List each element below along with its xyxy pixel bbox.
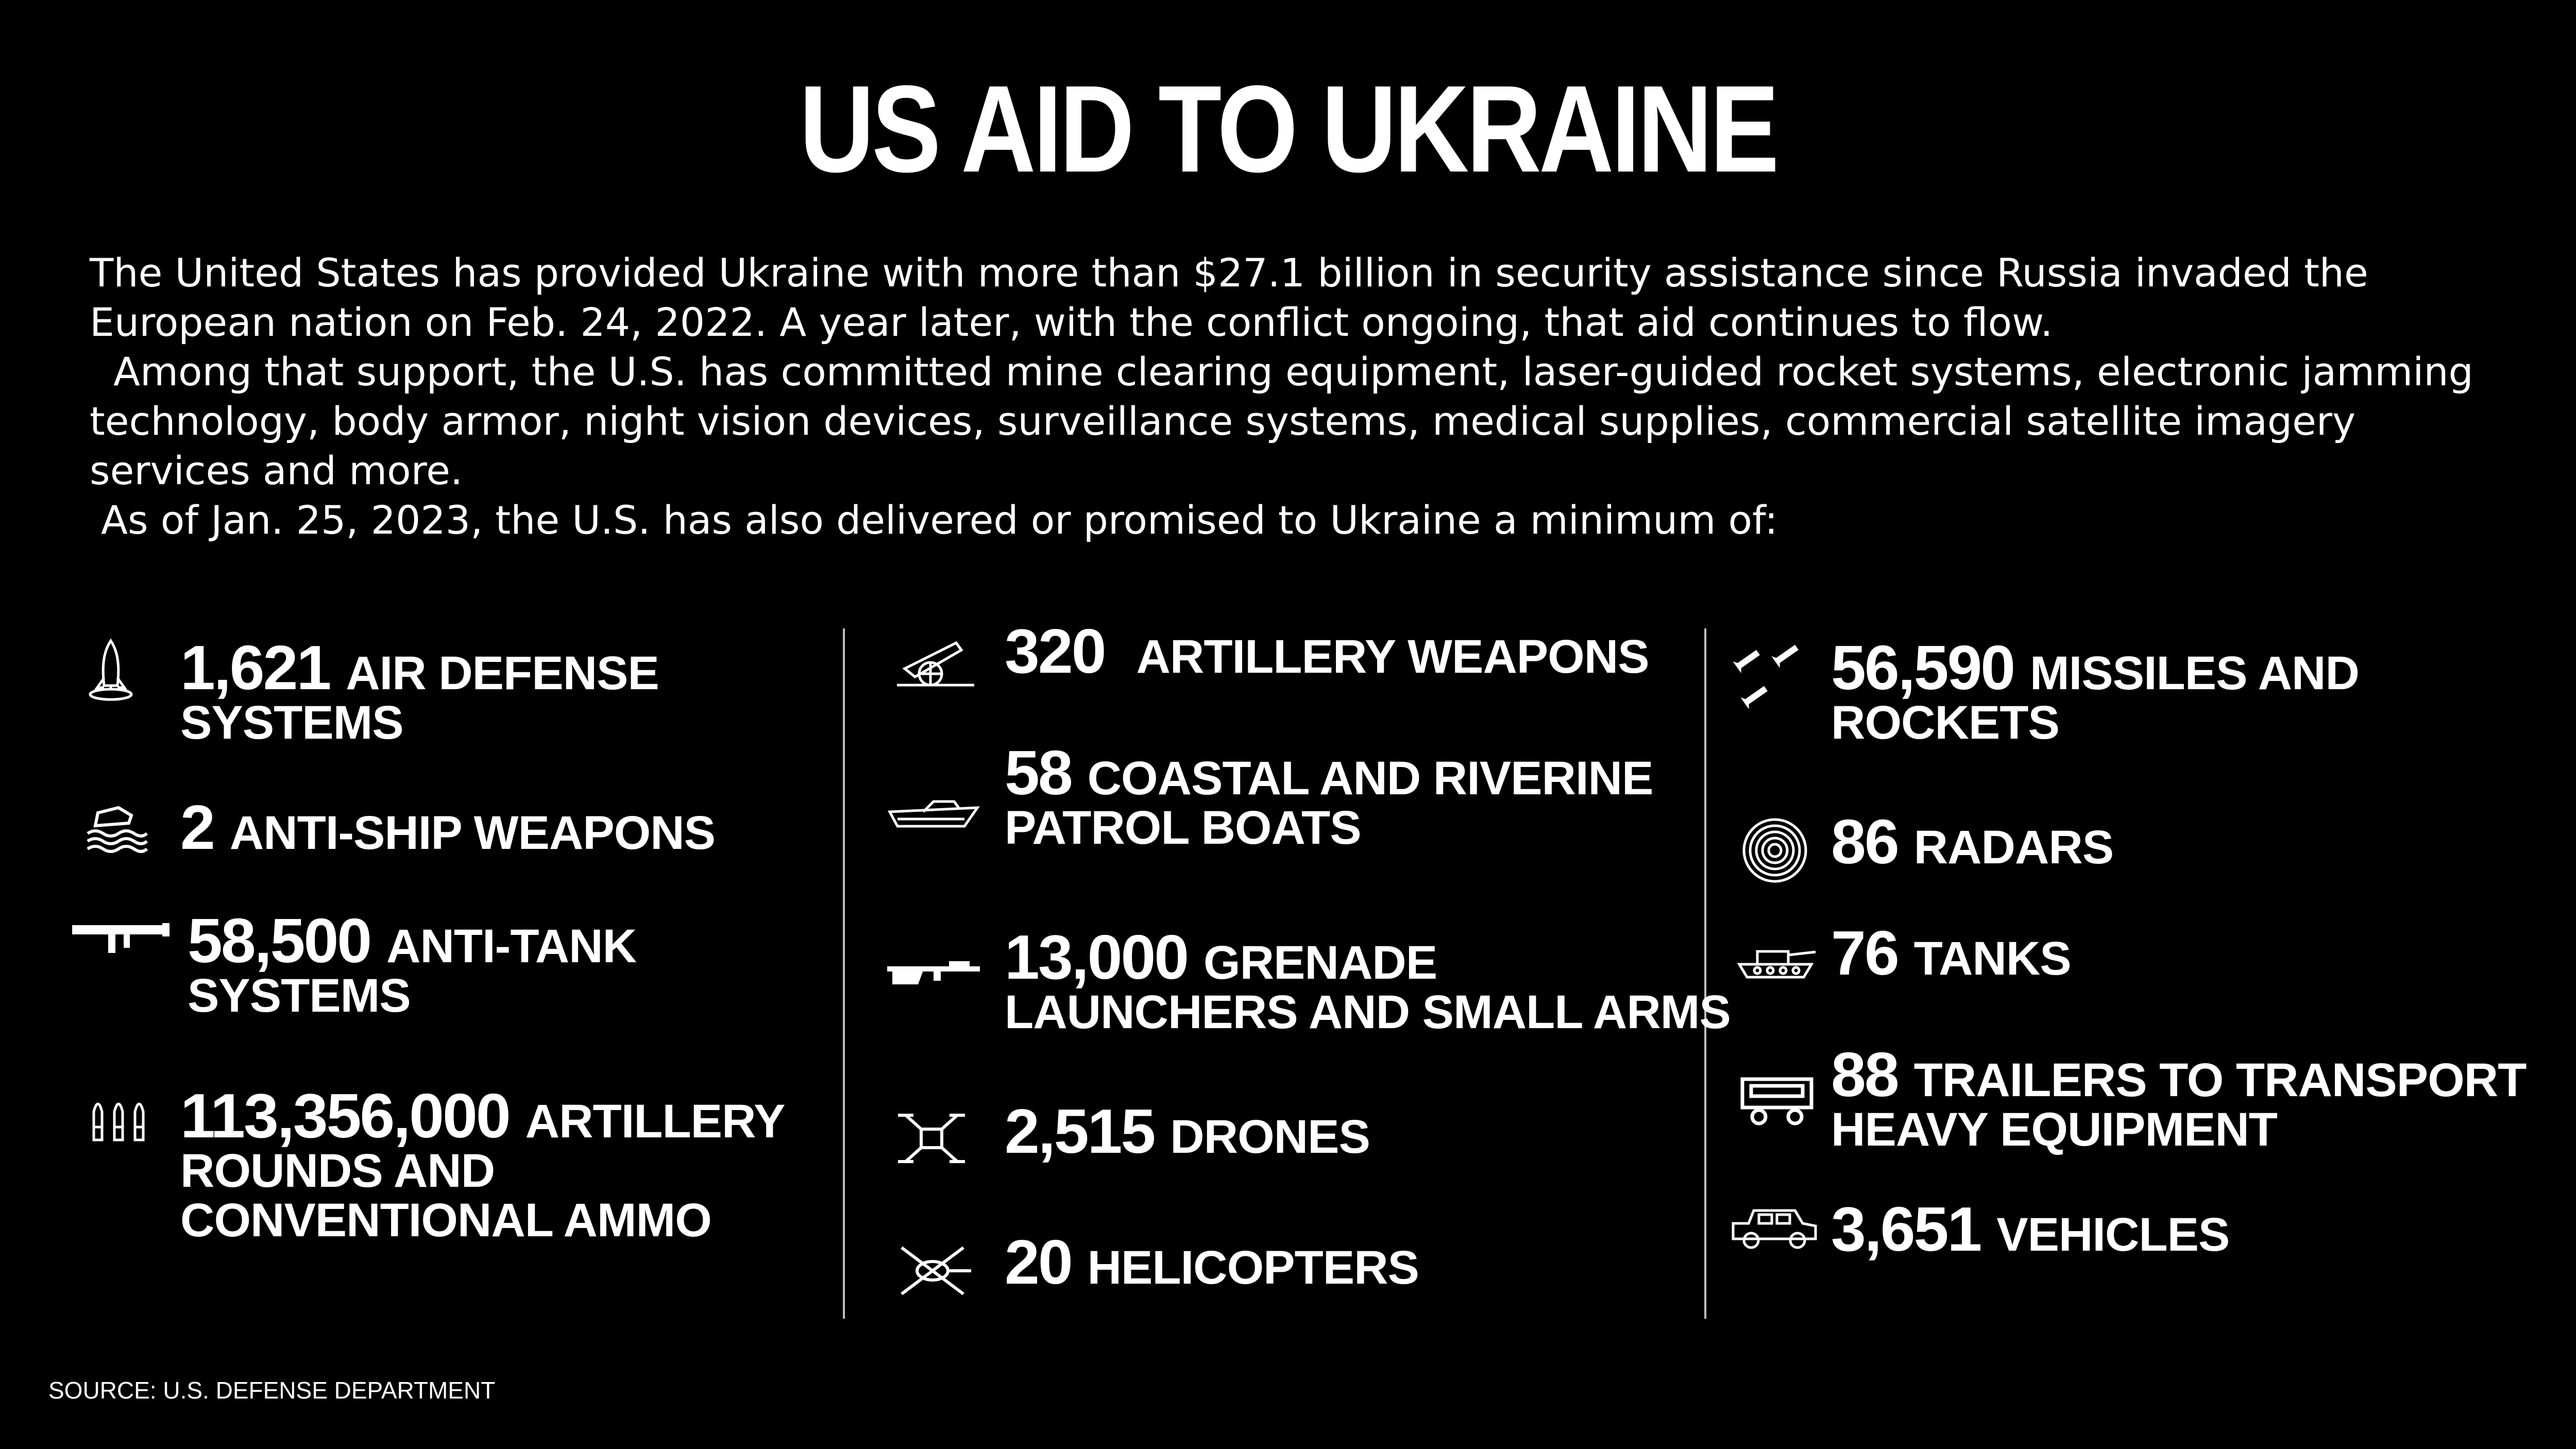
stat-label: ANTI-TANK SYSTEMS (188, 920, 637, 1022)
stat-trailers (1831, 1039, 2527, 1156)
stat-label: TRAILERS TO TRANSPORT HEAVY EQUIPMENT (1831, 1054, 2527, 1156)
stat-number: 320 (1005, 616, 1121, 686)
stat-missiles (1831, 633, 2359, 749)
rifle-icon (887, 956, 980, 992)
stat-label: VEHICLES (1996, 1208, 2230, 1261)
stat-number: 13,000 (1005, 922, 1204, 992)
stat-number: 58,500 (188, 906, 387, 976)
stat-number: 3,651 (1831, 1194, 1997, 1264)
stat-label: AIR DEFENSE SYSTEMS (180, 647, 659, 749)
tank-icon (1734, 939, 1817, 980)
missiles-icon (1732, 642, 1809, 714)
intro-text (90, 248, 2501, 545)
stat-number: 20 (1005, 1227, 1088, 1297)
stat-label: COASTAL AND RIVERINE PATROL BOATS (1005, 752, 1653, 854)
vehicle-icon (1728, 1205, 1821, 1252)
intro-paragraph-3: As of Jan. 25, 2023, the U.S. has also delivered or promised to Ukraine a minimum of: (101, 497, 1778, 543)
stat-tanks (1831, 918, 2071, 988)
stat-number: 56,590 (1831, 633, 2030, 703)
page-title: US AID TO UKRAINE (799, 60, 1777, 198)
stat-helicopters (1005, 1227, 1419, 1297)
stat-label: DRONES (1170, 1111, 1370, 1163)
stat-label: ARTILLERY WEAPONS (1136, 630, 1649, 683)
stat-label: ANTI-SHIP WEAPONS (229, 807, 716, 859)
stat-radars (1831, 807, 2114, 877)
intro-paragraph-1: The United States has provided Ukraine with more than $27.1 billion in security assistance since Russia invaded the European nation on Feb. 24, 2022. A year later, with the conflict ongoing, that aid continues to flow. (90, 250, 2368, 345)
stat-number: 113,356,000 (180, 1081, 526, 1151)
trailer-icon (1738, 1071, 1816, 1128)
radar-icon (1741, 817, 1808, 884)
stat-vehicles (1831, 1194, 2230, 1264)
stat-number: 1,621 (180, 633, 346, 703)
anti-ship-icon (82, 803, 149, 854)
stat-boats (1005, 738, 1653, 854)
stat-number: 76 (1831, 918, 1914, 988)
stat-label: ARTILLERY ROUNDS AND CONVENTIONAL AMMO (180, 1095, 785, 1247)
stat-label: MISSILES AND ROCKETS (1831, 647, 2359, 749)
stat-number: 86 (1831, 807, 1914, 877)
anti-tank-icon (72, 922, 170, 958)
stat-label: TANKS (1913, 932, 2071, 985)
stat-number: 2 (180, 792, 230, 862)
stat-label: RADARS (1913, 821, 2114, 874)
stat-number: 2,515 (1005, 1096, 1171, 1166)
stat-label: HELICOPTERS (1087, 1241, 1419, 1294)
intro-paragraph-2: Among that support, the U.S. has committed mine clearing equipment, laser-guided rocket systems, electronic jamming technology, body armor, night vision devices, surveillance systems, medical supplies, commercial satellite imagery services and more. (90, 349, 2473, 493)
stat-number: 58 (1005, 738, 1088, 808)
stat-small-arms (1005, 922, 1731, 1038)
stat-air-defense (180, 633, 659, 749)
helicopter-icon (891, 1242, 974, 1299)
cannon-icon (894, 633, 977, 689)
drone-icon (895, 1107, 968, 1169)
stat-drones (1005, 1096, 1370, 1166)
stat-artillery (1005, 616, 1649, 686)
column-divider-1 (843, 628, 845, 1319)
ammo-icon (88, 1091, 149, 1148)
air-defense-icon (82, 637, 139, 704)
stat-anti-ship (180, 792, 716, 862)
boat-icon (887, 796, 980, 832)
source-note: SOURCE: U.S. DEFENSE DEPARTMENT (48, 1377, 496, 1404)
stat-anti-tank (188, 906, 637, 1022)
stat-ammo (180, 1081, 785, 1247)
stat-number: 88 (1831, 1039, 1914, 1110)
stat-label: GRENADE LAUNCHERS AND SMALL ARMS (1005, 936, 1731, 1038)
